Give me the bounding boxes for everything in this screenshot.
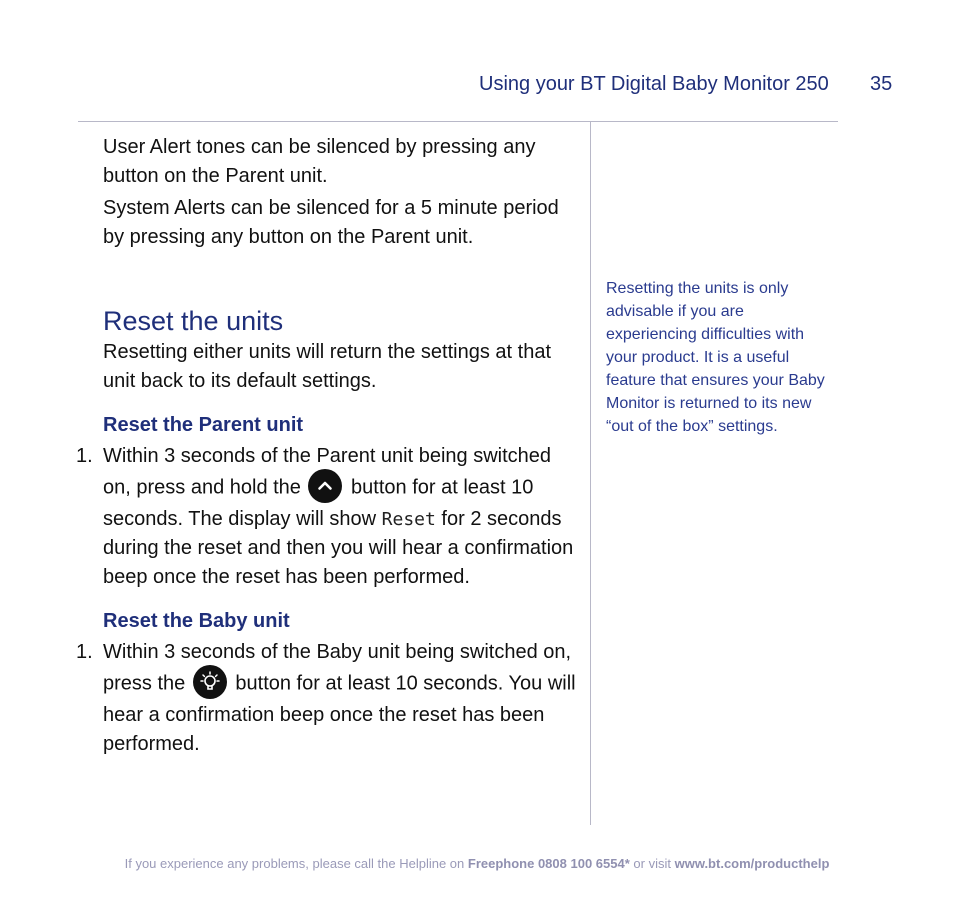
footer-url[interactable]: www.bt.com/producthelp — [674, 856, 830, 871]
page-number: 35 — [870, 73, 893, 95]
margin-note: Resetting the units is only advisable if you are experiencing difficulties with your product. It is a useful feature that ensures your Baby Monitor is returned to its new “out of the box” settings. — [606, 280, 825, 435]
step-number: 1. — [76, 445, 93, 467]
intro-paragraph-user-alerts: User Alert tones can be silenced by pressing any button on the Parent unit. — [103, 136, 536, 187]
baby-steps-list — [76, 638, 578, 759]
footer-middle: or visit — [633, 856, 671, 871]
header-divider — [78, 121, 838, 122]
step-text: for 2 seconds during the reset and then you will hear a confirmation beep once the reset has been performed. — [103, 508, 574, 588]
running-header-title: Using your BT Digital Baby Monitor 250 — [479, 73, 829, 95]
subsection-title-parent: Reset the Parent unit — [103, 414, 304, 436]
step-text: Within 3 seconds of the Baby unit being switched on, press the — [103, 641, 572, 695]
footer-helpline — [0, 856, 954, 871]
footer-prefix: If you experience any problems, please call the Helpline on — [124, 856, 465, 871]
display-reset-text: Reset — [381, 509, 436, 530]
night-light-button-icon — [193, 665, 227, 699]
footer-phone: Freephone 0808 100 6554* — [467, 856, 630, 871]
step-text: Within 3 seconds of the Parent unit being switched on, press and hold the — [103, 445, 552, 499]
parent-steps-list — [76, 442, 578, 592]
list-item — [76, 638, 578, 759]
intro-paragraph-system-alerts: System Alerts can be silenced for a 5 minute period by pressing any button on the Parent unit. — [103, 197, 559, 248]
step-text: button for at least 10 seconds. The display will show — [103, 476, 534, 530]
main-column — [76, 133, 578, 759]
subsection-title-baby: Reset the Baby unit — [103, 610, 290, 632]
up-arrow-button-icon — [308, 469, 342, 503]
list-item — [76, 442, 578, 592]
column-divider — [590, 121, 591, 825]
section-title: Reset the units — [103, 306, 284, 336]
section-intro: Resetting either units will return the settings at that unit back to its default settings. — [103, 341, 552, 392]
step-number: 1. — [76, 641, 93, 663]
step-text: button for at least 10 seconds. You will hear a confirmation beep once the reset has been performed. — [103, 672, 576, 755]
